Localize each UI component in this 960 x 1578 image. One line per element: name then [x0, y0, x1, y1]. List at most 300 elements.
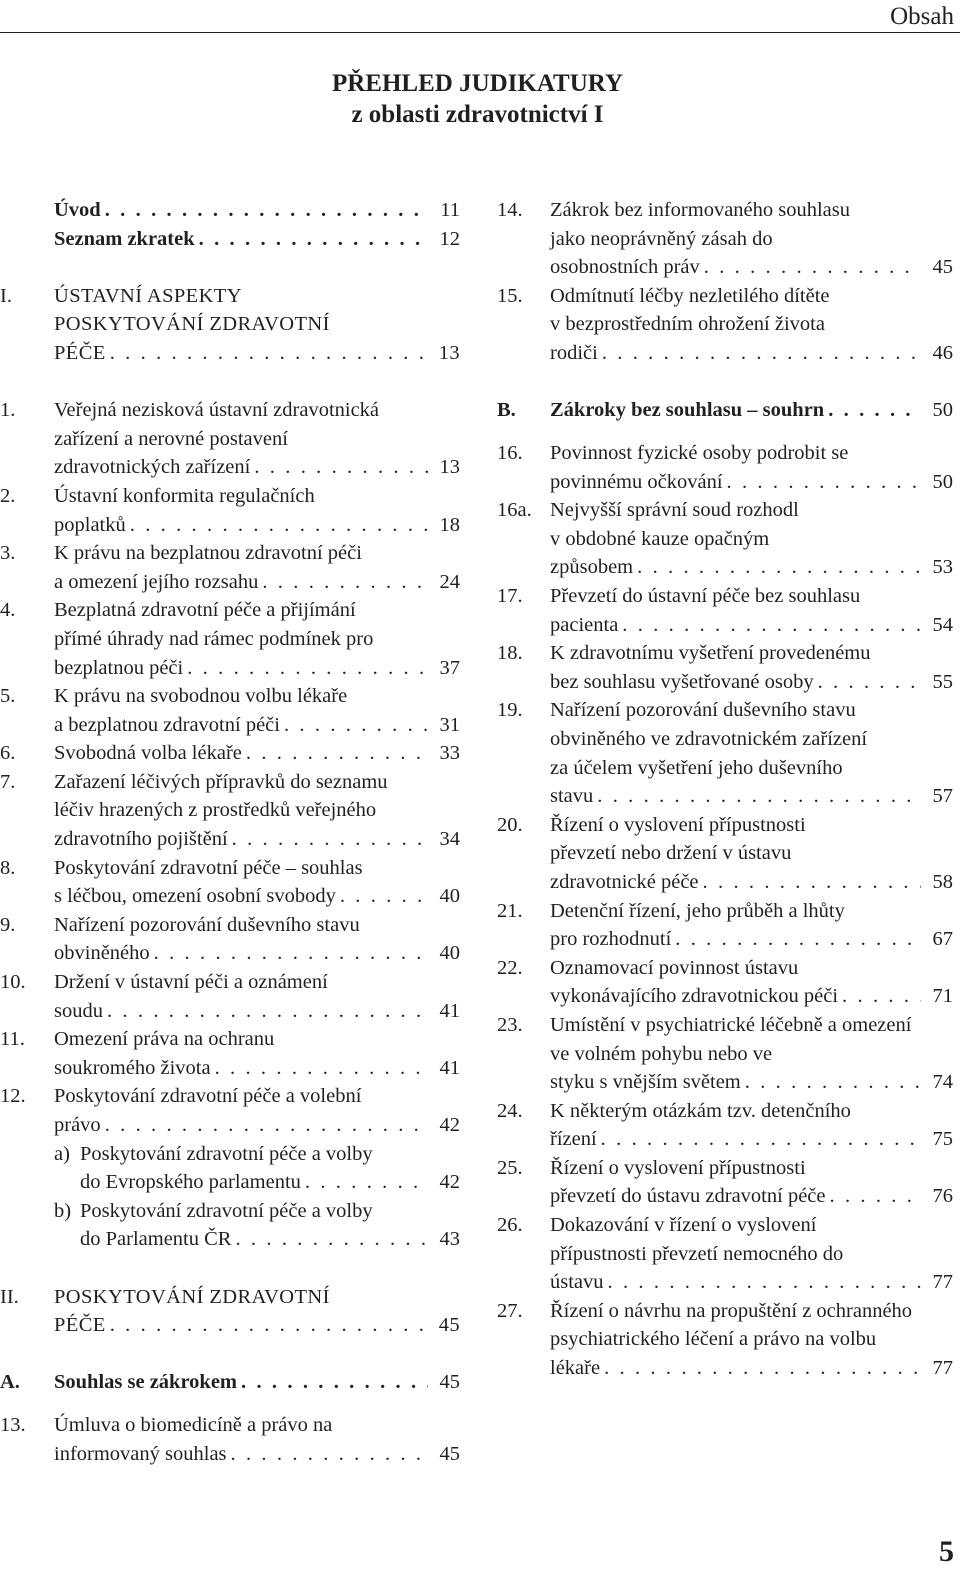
toc-title-text: bezplatnou péči [54, 656, 184, 679]
toc-title-line: Detenční řízení, jeho průběh a lhůty [550, 899, 845, 922]
toc-title-line [54, 196, 460, 225]
toc-entry-number: 18. [497, 642, 523, 665]
toc-title-line: K některým otázkám tzv. detenčního [550, 1099, 851, 1122]
toc-part-heading [0, 1283, 460, 1340]
toc-title-line: přímé úhrady nad rámec podmínek pro [54, 627, 374, 650]
dot-leader [199, 225, 428, 254]
toc-entry-title [54, 596, 460, 682]
toc-title-line: za účelem vyšetření jeho duševního [550, 756, 843, 779]
toc-entry-number: II. [0, 1285, 19, 1308]
toc-title-text: a omezení jejího rozsahu [54, 570, 259, 593]
toc-page-number: 34 [439, 828, 460, 851]
toc-title-line [54, 225, 460, 254]
toc-entry-title [54, 1283, 460, 1340]
toc-title-line [54, 739, 460, 768]
toc-entry-title [550, 196, 953, 282]
toc-entry-title [54, 482, 460, 539]
toc-entry [0, 911, 460, 968]
toc-title-line [54, 1054, 460, 1083]
toc-title-line [54, 711, 460, 740]
toc-page-number: 77 [932, 1357, 953, 1380]
toc-entry-number [0, 196, 54, 225]
toc-title-line: Nařízení pozorování duševního stavu [550, 699, 856, 722]
toc-entry-title [54, 739, 460, 768]
toc-entry-title [54, 682, 460, 739]
toc-entry [0, 768, 460, 854]
dot-leader [842, 982, 921, 1011]
toc-entry-title [54, 854, 460, 911]
toc-title-line: jako neoprávněný zásah do [550, 227, 773, 250]
toc-page-number: 50 [932, 399, 953, 422]
toc-title-line [550, 1068, 953, 1097]
dot-leader [246, 739, 428, 768]
dot-leader [340, 882, 428, 911]
toc-title-text: ústavu [550, 1271, 604, 1294]
toc-title-text: PÉČE [54, 341, 106, 364]
dot-leader [601, 1125, 921, 1154]
toc-page-number: 53 [932, 556, 953, 579]
toc-title-text: pacienta [550, 613, 619, 636]
toc-title-line [550, 339, 953, 368]
toc-entry [497, 696, 953, 810]
toc-entry-title [80, 1140, 460, 1197]
toc-entry-number: 20. [497, 813, 523, 836]
toc-title-line: zařízení a nerovné postavení [54, 427, 288, 450]
toc-title-text: povinnému očkování [550, 470, 723, 493]
toc-section-heading [0, 1368, 460, 1397]
toc-page-number: 33 [439, 742, 460, 765]
toc-section-heading [0, 196, 460, 225]
toc-entry-number: 8. [0, 856, 16, 879]
toc-page-number: 76 [932, 1185, 953, 1208]
dot-leader [703, 868, 921, 897]
toc-entry [497, 1154, 953, 1211]
toc-entry-number: 3. [0, 542, 16, 565]
toc-entry-number: 10. [0, 971, 26, 994]
toc-title-line: Držení v ústavní péči a oznámení [54, 971, 328, 994]
toc-title-line [80, 1168, 460, 1197]
toc-section-heading [497, 396, 953, 425]
toc-title-line: Umístění v psychiatrické léčebně a omezení [550, 1013, 912, 1036]
toc-entry-title [550, 696, 953, 810]
toc-entry [0, 1082, 460, 1139]
toc-title-line: Omezení práva na ochranu [54, 1028, 275, 1051]
dot-leader [107, 997, 428, 1026]
toc-page-number: 77 [932, 1271, 953, 1294]
toc-entry-title [80, 1197, 460, 1254]
toc-title-text: do Evropského parlamentu [80, 1171, 301, 1194]
toc-title-line [54, 1368, 460, 1397]
toc-title-line: Oznamovací povinnost ústavu [550, 956, 799, 979]
dot-leader [154, 939, 428, 968]
toc-page-number: 43 [439, 1228, 460, 1251]
toc-part-heading [0, 282, 460, 368]
toc-page-number: 40 [439, 942, 460, 965]
toc-page-number: 54 [932, 613, 953, 636]
toc-title-line: Poskytování zdravotní péče a volební [54, 1085, 362, 1108]
toc-entry-number: 21. [497, 899, 523, 922]
toc-page-number: 58 [932, 870, 953, 893]
toc-entry-number: 22. [497, 956, 523, 979]
toc-entry-number: 24. [497, 1099, 523, 1122]
toc-entry-title [550, 582, 953, 639]
toc-title-text: rodiči [550, 341, 598, 364]
toc-entry-title [54, 396, 460, 482]
toc-title-line: K právu na svobodnou volbu lékaře [54, 685, 348, 708]
toc-title-line [550, 1268, 953, 1297]
toc-entry-title [550, 1154, 953, 1211]
toc-entry-title [550, 1011, 953, 1097]
toc-entry-number: b) [54, 1199, 72, 1222]
toc-entry [497, 639, 953, 696]
toc-title-line [54, 825, 460, 854]
toc-title-line: ÚSTAVNÍ ASPEKTY [54, 284, 242, 307]
toc-entry-number: 7. [0, 770, 16, 793]
toc-entry-title [550, 1211, 953, 1297]
toc-entry-number: 26. [497, 1214, 523, 1237]
toc-entry-number: 14. [497, 199, 523, 221]
toc-entry-number [0, 225, 54, 254]
dot-leader [110, 339, 428, 368]
dot-leader [727, 468, 921, 497]
toc-entry [0, 968, 460, 1025]
toc-title-line: Povinnost fyzické osoby podrobit se [550, 442, 849, 465]
toc-entry-number: 17. [497, 585, 523, 608]
toc-page-number: 11 [440, 199, 460, 221]
dot-leader [187, 654, 428, 683]
toc-title-line [550, 1182, 953, 1211]
toc-title-line [550, 668, 953, 697]
toc-entry-title [54, 225, 460, 254]
toc-entry [497, 196, 953, 282]
toc-title-line [54, 654, 460, 683]
dot-leader [622, 611, 921, 640]
toc-title-line [550, 868, 953, 897]
toc-title-line [54, 997, 460, 1026]
toc-entry [0, 739, 460, 768]
toc-page-number: 37 [439, 656, 460, 679]
toc-entry-number: A. [0, 1371, 20, 1394]
toc-title-line: POSKYTOVÁNÍ ZDRAVOTNÍ [54, 313, 330, 336]
toc-title-text: lékaře [550, 1357, 601, 1380]
dot-leader [675, 925, 921, 954]
toc-title-line: Řízení o vyslovení přípustnosti [550, 813, 806, 836]
toc-entry [0, 1411, 460, 1468]
toc-page-number: 45 [439, 1371, 460, 1394]
toc-title-text: zdravotního pojištění [54, 828, 228, 851]
toc-entry-number: 4. [0, 599, 16, 622]
toc-page-number: 45 [932, 256, 953, 279]
toc-title-line [550, 782, 953, 811]
toc-page-number: 57 [932, 785, 953, 808]
toc-title-line [54, 453, 460, 482]
page-number: 5 [939, 1535, 954, 1568]
toc-title-text: stavu [550, 785, 594, 808]
toc-entry [497, 1297, 953, 1383]
toc-entry-title [54, 1025, 460, 1082]
toc-entry-number: 12. [0, 1085, 26, 1108]
toc-left-column [0, 196, 460, 1468]
toc-title-text: poplatků [54, 513, 126, 536]
toc-page-number: 67 [932, 928, 953, 951]
dot-leader [608, 1268, 921, 1297]
toc-title-line [550, 553, 953, 582]
toc-entry-title [550, 1297, 953, 1383]
toc-title-text: informovaný souhlas [54, 1442, 227, 1465]
toc-page-number: 42 [439, 1114, 460, 1136]
toc-title-line [550, 611, 953, 640]
dot-leader [602, 339, 921, 368]
header-label: Obsah [890, 3, 954, 30]
toc-entry-number: B. [497, 399, 516, 422]
toc-page-number: 18 [439, 513, 460, 536]
toc-title-line [54, 882, 460, 911]
toc-page-number: 13 [438, 341, 460, 364]
toc-entry [497, 282, 953, 368]
toc-entry-number: 16. [497, 442, 523, 465]
toc-entry-title [550, 496, 953, 582]
toc-entry [497, 496, 953, 582]
dot-leader [215, 1054, 428, 1083]
toc-page-number: 75 [932, 1128, 953, 1151]
dot-leader [241, 1368, 428, 1397]
toc-entry-number: a) [54, 1142, 70, 1165]
toc-entry [497, 582, 953, 639]
toc-entry-number: 9. [0, 913, 16, 936]
toc-title-text: bez souhlasu vyšetřované osoby [550, 670, 814, 693]
dot-leader [232, 825, 428, 854]
dot-leader [130, 511, 428, 540]
toc-entry-title [550, 954, 953, 1011]
toc-title-line [550, 396, 953, 425]
toc-title-line [550, 1125, 953, 1154]
toc-entry-title [54, 196, 460, 225]
dot-leader [818, 668, 921, 697]
toc-entry-number: 23. [497, 1013, 523, 1036]
toc-right-column [497, 196, 953, 1383]
toc-entry-number: 19. [497, 699, 523, 722]
toc-page-number: 31 [439, 713, 460, 736]
toc-page-number: 45 [439, 1442, 460, 1465]
toc-title-text: způsobem [550, 556, 634, 579]
toc-title-text: vykonávajícího zdravotnickou péči [550, 985, 839, 1008]
toc-entry-number: 25. [497, 1156, 523, 1179]
toc-title-line [80, 1225, 460, 1254]
toc-entry-title [54, 768, 460, 854]
toc-entry-number: 16a. [497, 499, 532, 522]
toc-title-line: Poskytování zdravotní péče – souhlas [54, 856, 363, 879]
toc-page-number: 46 [932, 341, 953, 364]
toc-title-text: Úvod [54, 199, 101, 221]
toc-title-line [54, 1111, 460, 1140]
toc-entry-title [54, 911, 460, 968]
toc-entry [497, 1097, 953, 1154]
toc-title-text: Svobodná volba lékaře [54, 742, 242, 765]
toc-entry [0, 539, 460, 596]
toc-title-text: soukromého života [54, 1056, 211, 1079]
toc-page-number: 41 [439, 999, 460, 1022]
toc-entry [497, 1011, 953, 1097]
toc-entry-title [54, 1082, 460, 1139]
toc-page-number: 24 [439, 570, 460, 593]
toc-page-number: 42 [439, 1171, 460, 1194]
toc-title-line: psychiatrického léčení a právo na volbu [550, 1328, 877, 1351]
toc-entry-number: 1. [0, 399, 16, 422]
toc-page-number: 50 [932, 470, 953, 493]
toc-title-line: v bezprostředním ohrožení života [550, 313, 825, 336]
toc-title-text: styku s vnějším světem [550, 1071, 741, 1094]
dot-leader [231, 1440, 428, 1469]
dot-leader [828, 396, 921, 425]
toc-page-number: 40 [439, 885, 460, 908]
toc-entry-number: 11. [0, 1028, 25, 1051]
toc-entry [497, 1211, 953, 1297]
toc-entry-title [54, 282, 460, 368]
toc-title-text: soudu [54, 999, 103, 1022]
toc-title-line: K právu na bezplatnou zdravotní péči [54, 542, 362, 565]
toc-title-line: Poskytování zdravotní péče a volby [80, 1199, 373, 1222]
toc-title-line [54, 1311, 460, 1340]
toc-page-number: 74 [932, 1071, 953, 1094]
toc-entry-number: 15. [497, 284, 523, 307]
dot-leader [745, 1068, 921, 1097]
toc-entry-number: 5. [0, 685, 16, 708]
toc-page-number: 12 [439, 227, 460, 250]
dot-leader [110, 1311, 428, 1340]
toc-entry-title [54, 1411, 460, 1468]
toc-title-line: v obdobné kauze opačným [550, 527, 770, 550]
toc-title-line: Dokazování v řízení o vyslovení [550, 1214, 817, 1237]
toc-title-line: Převzetí do ústavní péče bez souhlasu [550, 585, 861, 608]
toc-entry-title [54, 539, 460, 596]
toc-title-line: Zařazení léčivých přípravků do seznamu [54, 770, 388, 793]
document-title [0, 68, 955, 130]
toc-title-line [550, 982, 953, 1011]
toc-title-line: Poskytování zdravotní péče a volby [80, 1142, 373, 1165]
toc-entry [0, 1025, 460, 1082]
toc-entry-title [550, 897, 953, 954]
toc-title-text: pro rozhodnutí [550, 928, 672, 951]
toc-title-line: Nařízení pozorování duševního stavu [54, 913, 360, 936]
dot-leader [235, 1225, 428, 1254]
dot-leader [262, 568, 428, 597]
title-line-1: PŘEHLED JUDIKATURY [331, 70, 624, 97]
toc-entry-number: I. [0, 284, 12, 307]
toc-entry [497, 897, 953, 954]
toc-title-line [550, 1354, 953, 1383]
toc-title-line: K zdravotnímu vyšetření provedenému [550, 642, 871, 665]
toc-entry [0, 682, 460, 739]
header-rule [0, 32, 960, 33]
toc-title-text: převzetí do ústavu zdravotní péče [550, 1185, 826, 1208]
dot-leader [305, 1168, 428, 1197]
toc-entry-title [54, 1368, 460, 1397]
toc-title-line [550, 253, 953, 282]
toc-entry-title [550, 396, 953, 425]
toc-page-number: 41 [439, 1056, 460, 1079]
dot-leader [597, 782, 921, 811]
toc-title-line [54, 568, 460, 597]
toc-title-line [550, 468, 953, 497]
dot-leader [105, 196, 428, 225]
toc-title-text: PÉČE [54, 1314, 106, 1337]
toc-entry-title [550, 639, 953, 696]
toc-title-text: s léčbou, omezení osobní svobody [54, 885, 336, 908]
toc-title-text: osobnostních práv [550, 256, 700, 279]
toc-title-line: Zákrok bez informovaného souhlasu [550, 199, 851, 221]
toc-title-line: léčiv hrazených z prostředků veřejného [54, 799, 377, 822]
toc-entry-title [550, 439, 953, 496]
toc-title-line: Veřejná nezisková ústavní zdravotnická [54, 399, 380, 422]
toc-title-line: Bezplatná zdravotní péče a přijímání [54, 599, 356, 622]
toc-page-number: 13 [439, 456, 460, 479]
toc-entry [0, 596, 460, 682]
toc-page-number: 45 [438, 1314, 460, 1337]
toc-title-line: Řízení o návrhu na propuštění z ochranného [550, 1299, 913, 1322]
toc-title-line: přípustnosti převzetí nemocného do [550, 1242, 844, 1265]
dot-leader [830, 1182, 922, 1211]
toc-title-line: ve volném pohybu nebo ve [550, 1042, 773, 1065]
toc-title-line [54, 511, 460, 540]
toc-title-text: Zákroky bez souhlasu – souhrn [550, 399, 825, 422]
toc-title-text: zdravotnické péče [550, 870, 699, 893]
toc-entry-title [550, 1097, 953, 1154]
title-line-2: z oblasti zdravotnictví I [351, 101, 604, 128]
toc-entry [497, 954, 953, 1011]
toc-entry-number: 2. [0, 484, 16, 507]
toc-title-text: Seznam zkratek [54, 227, 195, 250]
toc-entry [497, 811, 953, 897]
dot-leader [105, 1111, 428, 1140]
dot-leader [604, 1354, 921, 1383]
toc-entry [497, 439, 953, 496]
toc-entry [0, 482, 460, 539]
toc-page-number: 55 [932, 670, 953, 693]
toc-title-line: POSKYTOVÁNÍ ZDRAVOTNÍ [54, 1285, 330, 1308]
dot-leader [637, 553, 921, 582]
toc-title-text: právo [54, 1114, 101, 1136]
toc-title-line: Řízení o vyslovení přípustnosti [550, 1156, 806, 1179]
toc-entry-title [54, 968, 460, 1025]
toc-title-text: do Parlamentu ČR [80, 1228, 232, 1251]
toc-entry-number: 6. [0, 742, 16, 765]
toc-title-line [550, 925, 953, 954]
toc-entry [0, 1197, 460, 1254]
toc-page-number: 71 [932, 985, 953, 1008]
toc-title-line: převzetí nebo držení v ústavu [550, 842, 792, 865]
toc-entry-number: 27. [497, 1299, 523, 1322]
toc-entry-number: 13. [0, 1414, 26, 1437]
toc-title-line: obviněného ve zdravotnickém zařízení [550, 727, 868, 750]
toc-title-text: zdravotnických zařízení [54, 456, 251, 479]
toc-entry [0, 854, 460, 911]
toc-title-line [54, 1440, 460, 1469]
dot-leader [254, 453, 428, 482]
dot-leader [704, 253, 921, 282]
toc-title-line: Ústavní konformita regulačních [54, 484, 315, 507]
toc-title-line: Nejvyšší správní soud rozhodl [550, 499, 799, 522]
toc-title-text: obviněného [54, 942, 150, 965]
toc-title-line [54, 339, 460, 368]
toc-title-text: řízení [550, 1128, 597, 1151]
toc-entry-title [550, 282, 953, 368]
toc-title-text: a bezplatnou zdravotní péči [54, 713, 280, 736]
toc-entry [0, 396, 460, 482]
toc-title-line: Odmítnutí léčby nezletilého dítěte [550, 284, 830, 307]
toc-entry-title [550, 811, 953, 897]
toc-entry [0, 1140, 460, 1197]
toc-section-heading [0, 225, 460, 254]
